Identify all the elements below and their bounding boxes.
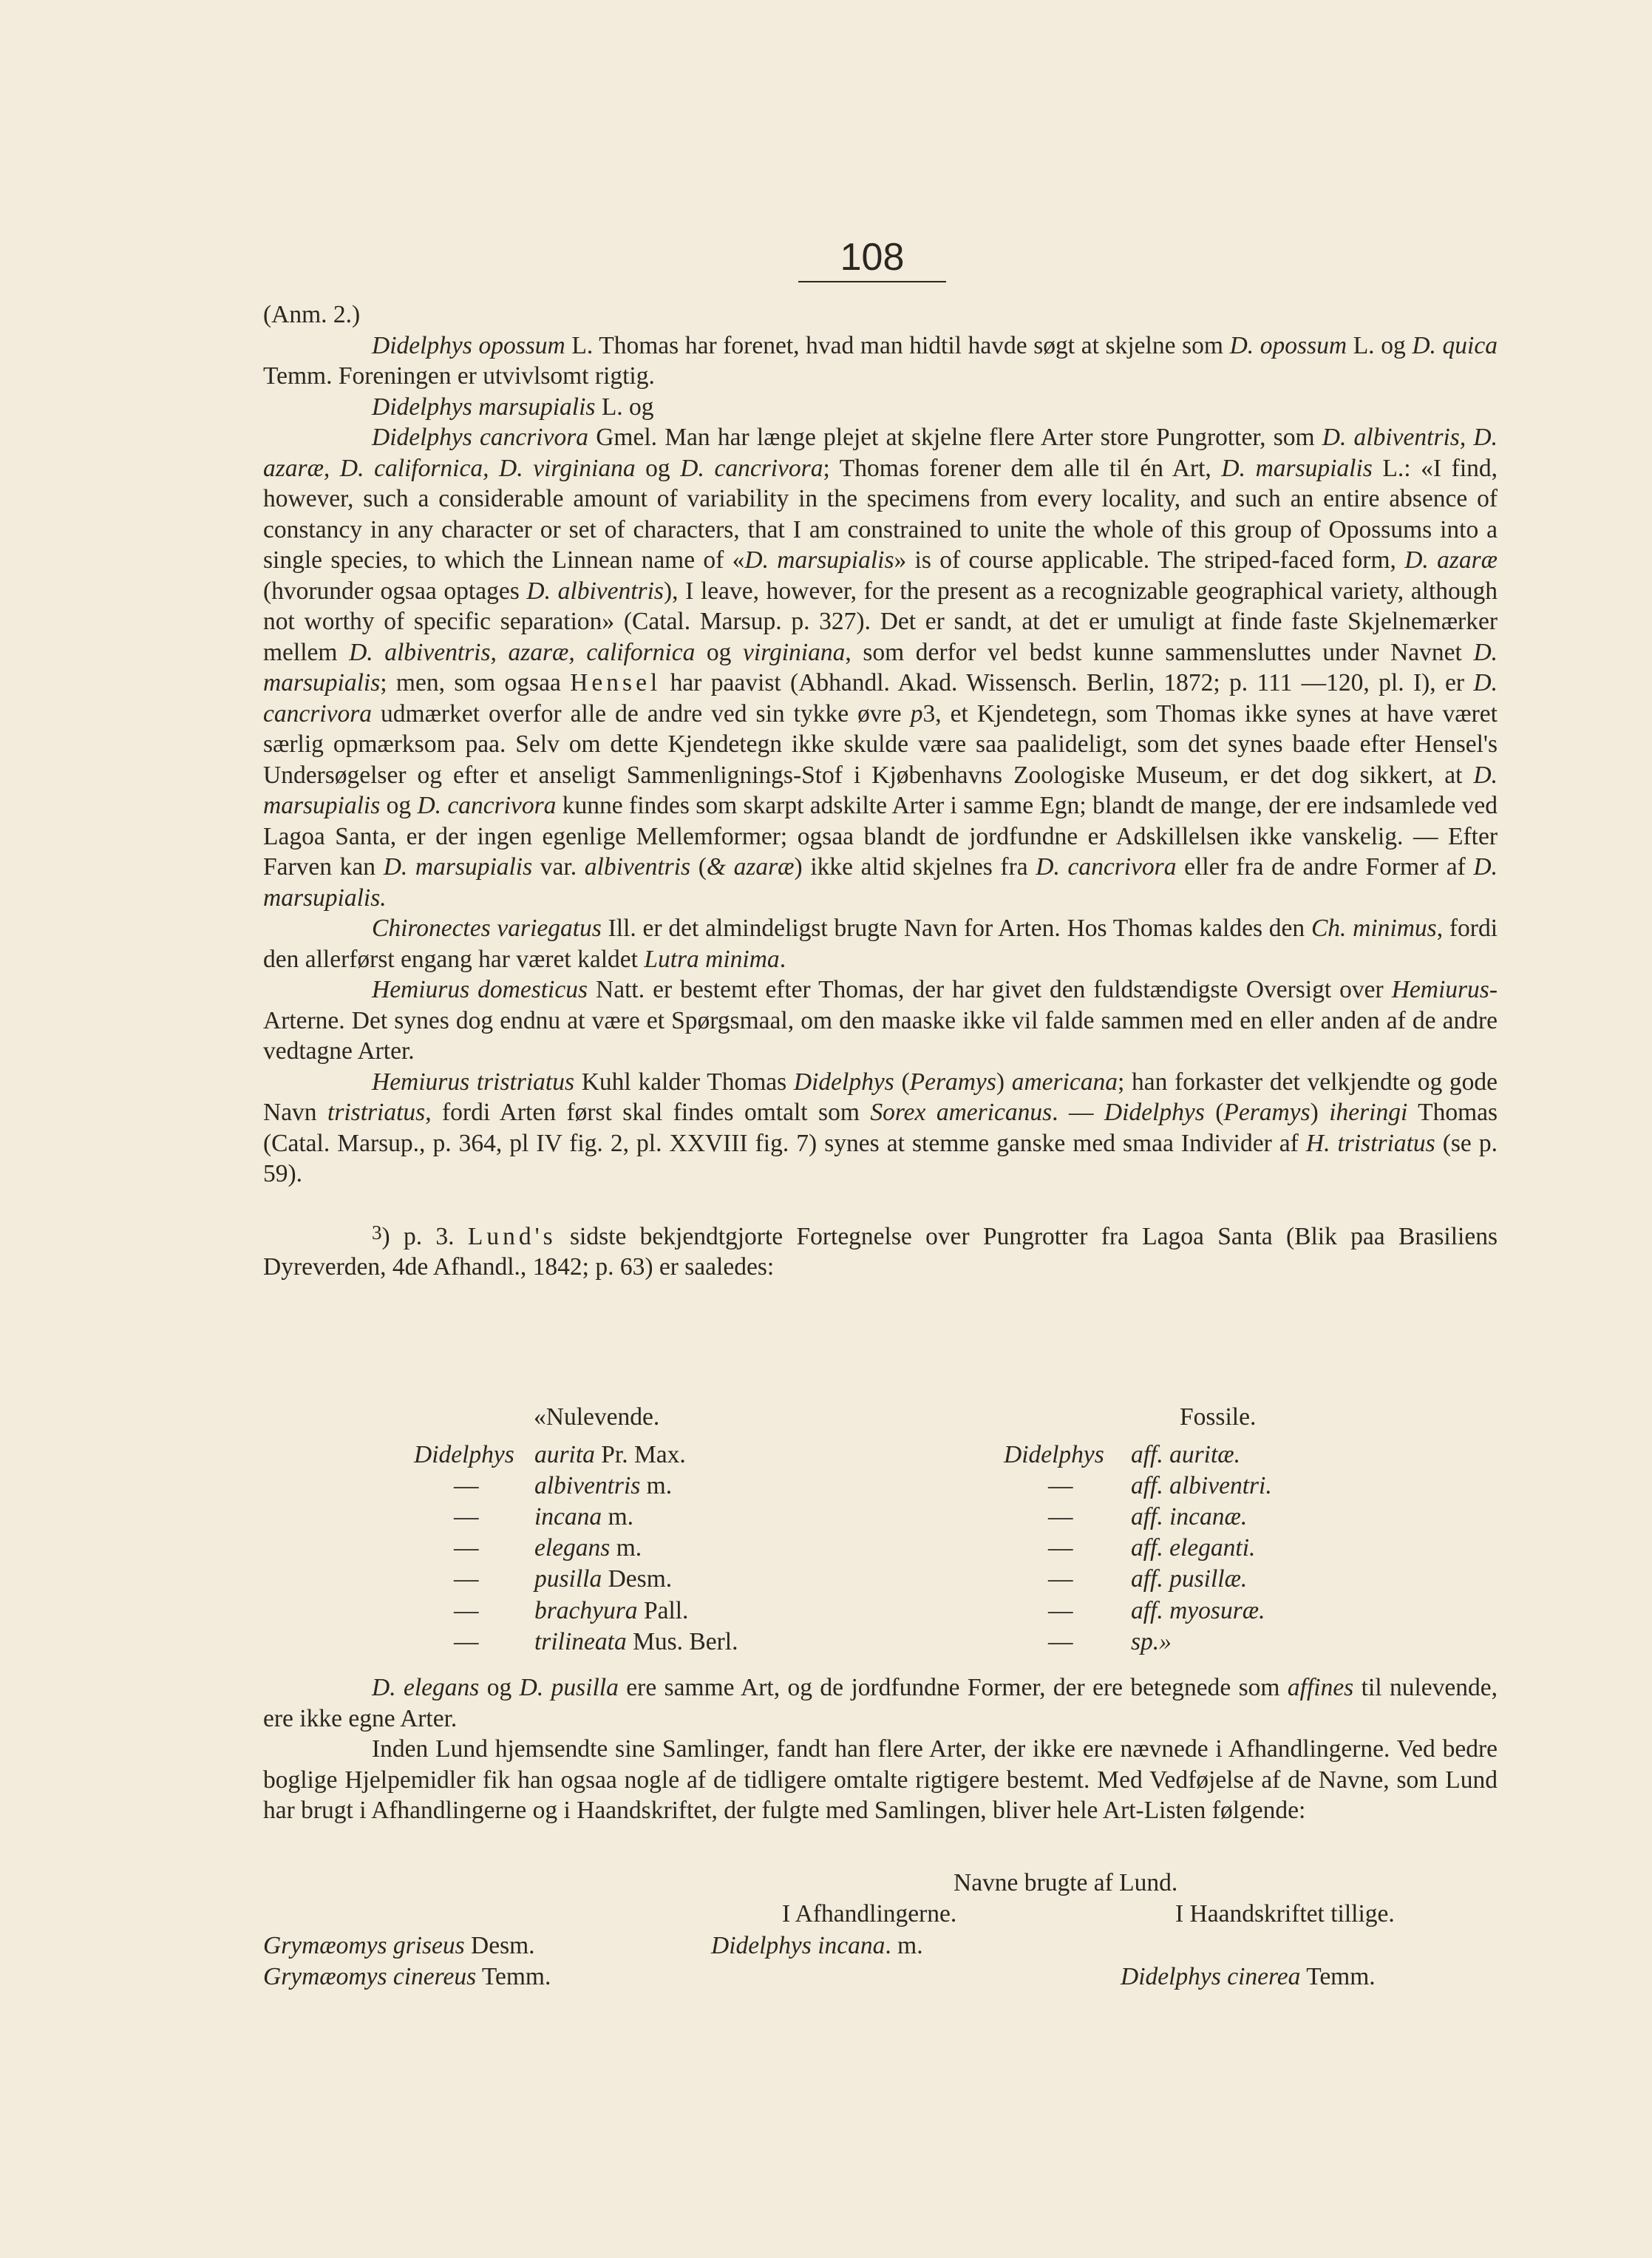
list-item: elegans m. [534,1534,642,1562]
table-cell-afh: Didelphys incana. m. [711,1932,923,1959]
ditto-dash: — [454,1565,479,1593]
list-item: albiventris m. [534,1472,673,1499]
anm-label: (Anm. 2.) [263,301,361,328]
list-fossil-item: aff. albiventri. [1131,1472,1272,1499]
page-number-rule [798,281,946,282]
list-fossil-item: aff. incanæ. [1131,1503,1248,1530]
list-item: incana m. [534,1503,633,1530]
para-chironectes: Chironectes variegatus Ill. er det almindeligst brugte Navn for Arten. Hos Thomas kaldes den Ch. minimus, fordi den allerførst engang har været kaldet Lutra minima. [263,915,1498,973]
ditto-dash: — [1048,1472,1073,1499]
ditto-dash: — [454,1472,479,1499]
col-afhandlingerne: I Afhandlingerne. [782,1900,957,1928]
table-row: Grymæomys cinereus Temm. [263,1963,551,1990]
spaced-name: Hensel [570,669,662,696]
footnote-3: $^3$) p. 3. Lund's sidste bekjendtgjorte Fortegnelse over Pungrotter fra Lagoa Santa (Blik paa Brasiliens Dyreverden, 4de Afhandl., 1842; p. 63) er saaledes: [263,1221,1498,1281]
list-fossil-item: aff. myosuræ. [1131,1597,1265,1624]
para-marsupialis-heading: Didelphys marsupialis L. og [372,393,654,421]
table-row: Grymæomys griseus Desm. [263,1932,535,1959]
para-tristriatus: Hemiurus tristriatus Kuhl kalder Thomas Didelphys (Peramys) americana; han forkaster det velkjendte og gode Navn tristriatus, fordi Arten først skal findes omtalt som Sorex americanus. — Didelphys (Peramys) iheringi Thomas (Catal. Marsup., p. 364, pl IV fig. 2, pl. XXVIII fig. 7) synes at stemme ganske med smaa Individer af H. tristriatus (se p. 59). [263,1068,1498,1187]
para-opossum: Didelphys opossum L. Thomas har forenet, hvad man hidtil havde søgt at skjelne som D. opossum L. og D. quica Temm. Foreningen er utvivlsomt rigtig. [263,331,1498,390]
list-fossil-item: sp.» [1131,1628,1172,1655]
ditto-dash: — [454,1628,479,1655]
list-item: trilineata Mus. Berl. [534,1628,738,1655]
ditto-dash: — [1048,1503,1073,1530]
ditto-dash: — [1048,1534,1073,1562]
species-name: Chironectes variegatus [372,915,602,942]
body-text [263,299,1498,1283]
species-name: Didelphys cancrivora [372,424,589,451]
list-item: pusilla Desm. [534,1565,673,1593]
list-fossil-item: aff. auritæ. [1131,1441,1240,1468]
page-number: 108 [840,236,905,279]
col-haandskriftet: I Haandskriftet tillige. [1175,1900,1395,1928]
ditto-dash: — [454,1503,479,1530]
para-cancrivora: Didelphys cancrivora Gmel. Man har længe plejet at skjelne flere Arter store Pungrotter, som D. albiventris, D. azaræ, D. californica, D. virginiana og D. cancrivora; Thomas forener dem alle til én Art, D. marsupialis L.: «I find, however, such a considerable amount of variability in the specimens from every locality, and such an entire absence of constancy in any character or set of characters, that I am constrained to unite the whole of this group of Opossums into a single species, to which the Linnean name of «D. marsupialis» is of course applicable. The striped-faced form, D. azaræ (hvorunder ogsaa optages D. albiventris), I leave, however, for the present as a recognizable geographical variety, although not worthy of specific separation» (Catal. Marsup. p. 327). Det er sandt, at det er umuligt at finde faste Skjelnemærker mellem D. albiventris, azaræ, californica og virginiana, som derfor vel bedst kunne sammensluttes under Navnet D. marsupialis; men, som ogsaa Hensel har paavist (Abhandl. Akad. Wissensch. Berlin, 1872; p. 111 —120, pl. I), er D. cancrivora udmærket overfor alle de andre ved sin tykke øvre p3, et Kjendetegn, som Thomas ikke synes at have været særlig opmærksom paa. Selv om dette Kjendetegn ikke skulde være saa paalideligt, som det synes baade efter Hensel's Undersøgelser og efter et anseligt Sammenlignings-Stof i Kjøbenhavns Zoologiske Museum, er det dog sikkert, at D. marsupialis og D. cancrivora kunne findes som skarpt adskilte Arter i samme Egn; blandt de mange, der ere indsamlede ved Lagoa Santa, er der ingen egenlige Mellemformer; ogsaa blandt de jordfundne er Adskillelsen ikke vanskelig. — Efter Farven kan D. marsupialis var. albiventris (& azaræ) ikke altid skjelnes fra D. cancrivora eller fra de andre Former af D. marsupialis. [263,424,1498,912]
list-item: aurita Pr. Max. [534,1441,686,1468]
ditto-dash: — [1048,1597,1073,1624]
ditto-dash: — [454,1534,479,1562]
body-text-lower [263,1672,1498,1826]
para-elegans: D. elegans og D. pusilla ere samme Art, og de jordfundne Former, der ere betegnede som affines til nulevende, ere ikke egne Arter. [263,1674,1498,1732]
species-name: Didelphys marsupialis [372,393,596,421]
table-cell-haand: Didelphys cinerea Temm. [1121,1963,1376,1990]
ditto-dash: — [1048,1565,1073,1593]
list-fossil-item: aff. eleganti. [1131,1534,1256,1562]
list-item: brachyura Pall. [534,1597,689,1624]
ditto-dash: — [454,1597,479,1624]
names-table-title: Navne brugte af Lund. [954,1869,1178,1896]
para-inden: Inden Lund hjemsendte sine Samlinger, fandt han flere Arter, der ikke ere nævnede i Afhandlingerne. Ved bedre boglige Hjelpemidler fik han ogsaa nogle af de tidligere omtalte rigtigere bestemt. Med Vedføjelse af de Navne, som Lund har brugt i Afhandlingerne og i Haandskriftet, der fulgte med Samlingen, bliver hele Art-Listen følgende: [263,1735,1498,1824]
list-head-right: Fossile. [1180,1403,1257,1431]
ditto-dash: — [1048,1628,1073,1655]
species-name: Didelphys opossum [372,331,565,359]
list-fossil-genus: Didelphys [1004,1441,1104,1468]
footnote-number: 3 [372,1221,382,1244]
document-page: 108 (Anm. 2.) Didelphys opossum L. Thomas har forenet, hvad man hidtil havde søgt at skjelne som D. opossum L. og D. quica Temm. Foreningen er utvivlsomt rigtig. Didelphys marsupialis L. og Didelphys cancrivora Gmel. Man har længe plejet at skjelne flere Arter store Pungrotter, som D. albiventris, D. azaræ, D. californica, D. virginiana og D. cancrivora; Thomas forener dem alle til én Art, D. marsupialis L.: «I find, however, such a considerable amount of variability in the specimens from every locality, and such an entire absence of constancy in any character or set of characters, that I am constrained to unite the whole of this group of Opossums into a single species, to which the Linnean name of «D. marsupialis» is of course applicable. The striped-faced form, D. azaræ (hvorunder ogsaa optages D. albiventris), I leave, however, for the present as a recognizable geographical variety, although not worthy of specific separation» (Catal. Marsup. p. 327). Det er sandt, at det er umuligt at finde faste Skjelnemærker mellem D. albiventris, azaræ, californica og virginiana, som derfor vel bedst kunne sammensluttes under Navnet D. marsupialis; men, som ogsaa Hensel har paavist (Abhandl. Akad. Wissensch. Berlin, 1872; p. 111 —120, pl. I), er D. cancrivora udmærket overfor alle de andre ved sin tykke øvre p3, et Kjendetegn, som Thomas ikke synes at have været særlig opmærksom paa. Selv om dette Kjendetegn ikke skulde være saa paalideligt, som det synes baade efter Hensel's Undersøgelser og efter et anseligt Sammenlignings-Stof i Kjøbenhavns Zoologiske Museum, er det dog sikkert, at D. marsupialis og D. cancrivora kunne findes som skarpt adskilte Arter i samme Egn; blandt de mange, der ere indsamlede ved Lagoa Santa, er der ingen egenlige Mellemformer; ogsaa blandt de jordfundne er Adskillelsen ikke vanskelig. — Efter Farven kan D. marsupialis var. albiventris (& azaræ) ikke altid skjelnes fra D. cancrivora eller fra de andre Former af D. marsupialis. Chironectes variegatus Ill. er det almindeligst brugte Navn for Arten. Hos Thomas kaldes den Ch. minimus, fordi den allerførst engang har været kaldet Lutra minima. Hemiurus domesticus Natt. er bestemt efter Thomas, der har givet den fuldstændigste Oversigt over Hemiurus-Arterne. Det synes dog endnu at være et Spørgsmaal, om den maaske ikke vil falde sammen med en eller anden af de andre vedtagne Arter. Hemiurus tristriatus Kuhl kalder Thomas Didelphys (Peramys) americana; han forkaster det velkjendte og gode Navn tristriatus, fordi Arten først skal findes omtalt som Sorex americanus. — Didelphys (Peramys) iheringi Thomas (Catal. Marsup., p. 364, pl IV fig. 2, pl. XXVIII fig. 7) synes at stemme ganske med smaa Individer af H. tristriatus (se p. 59). $^3$) p. 3. Lund's sidste bekjendtgjorte Fortegnelse over Pungrotter fra Lagoa Santa (Blik paa Brasiliens Dyreverden, 4de Afhandl., 1842; p. 63) er saaledes: «Nulevende. Fossile. Didelphys aurita Pr. Max. Didelphys aff. auritæ. — albiventris m. — aff. albiventri. — incana m. — aff. incanæ. — elegans m. — aff. eleganti. — pusilla Desm. — aff. pusillæ. — brachyura Pall. — aff. myosuræ. — trilineata Mus. Berl. — sp.» D. elegans og D. pusilla ere samme Art, og de jordfundne Former, der ere betegnede som affines til nulevende, ere ikke egne Arter. Inden Lund hjemsendte sine Samlinger, fandt han flere Arter, der ikke ere nævnede i Afhandlingerne. Ved bedre boglige Hjelpemidler fik han ogsaa nogle af de tidligere omtalte rigtigere bestemt. Med Vedføjelse af de Navne, som Lund har brugt i Afhandlingerne og i Haandskriftet, der fulgte med Samlingen, bliver hele Art-Listen følgende: Navne brugte af Lund. I Afhandlingerne. I Haandskriftet tillige. Grymæomys griseus Desm. Didelphys incana. m. Grymæomys cinereus Temm. Didelphys cinerea Temm. [0,0,1652,2258]
species-name: Hemiurus tristriatus [372,1068,575,1096]
list-fossil-item: aff. pusillæ. [1131,1565,1248,1593]
para-hemiurus: Hemiurus domesticus Natt. er bestemt efter Thomas, der har givet den fuldstændigste Oversigt over Hemiurus-Arterne. Det synes dog endnu at være et Spørgsmaal, om den maaske ikke vil falde sammen med en eller anden af de andre vedtagne Arter. [263,976,1498,1065]
species-name: Hemiurus domesticus [372,976,588,1003]
list-genus: Didelphys [414,1441,514,1468]
